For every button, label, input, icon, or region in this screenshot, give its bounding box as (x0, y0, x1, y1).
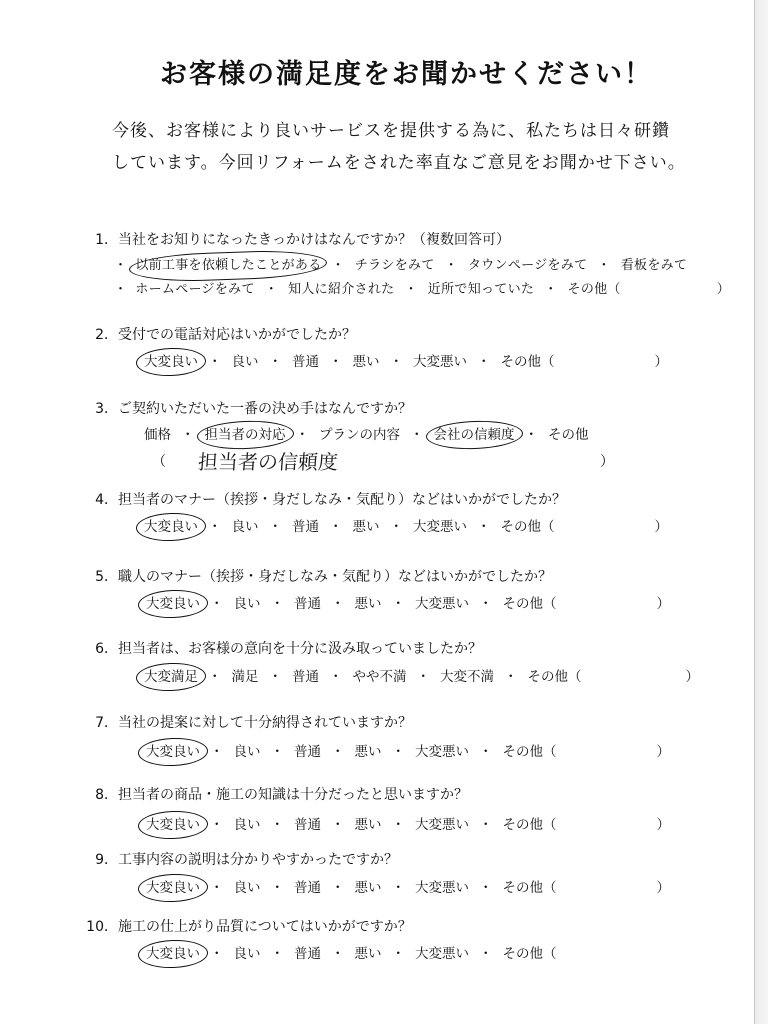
question-4-options (144, 517, 668, 537)
answer-blank (555, 362, 655, 363)
question-2-options (144, 352, 668, 372)
question-1-options (114, 280, 730, 300)
separator: ・ (391, 596, 405, 612)
question-6-option: その他（ (527, 669, 582, 685)
question-3-option: その他 (548, 427, 589, 443)
separator: ・ (210, 880, 224, 896)
close-paren: ） (656, 744, 670, 760)
question-8-option: 良い (233, 817, 261, 833)
intro-line-2: しています。今回リフォームをされた率直なご意見をお聞かせ下さい。 (112, 153, 686, 173)
question-6-label (78, 639, 482, 659)
question-1-option: 近所で知っていた (427, 282, 535, 297)
question-4-option-selected: 大変良い (144, 519, 198, 535)
question-text: 担当者の商品・施工の知識は十分だったと思いますか？ (118, 787, 468, 803)
question-4-option: 普通 (292, 519, 319, 535)
answer-blank (555, 527, 655, 528)
separator: ・ (331, 258, 345, 273)
question-5-options (146, 594, 670, 614)
question-text: 受付での電話対応はいかがでしたか？ (118, 327, 356, 343)
question-4-option: その他（ (500, 519, 555, 535)
question-10-option: 大変悪い (415, 946, 469, 962)
separator: ・ (329, 669, 343, 685)
separator: ・ (268, 669, 282, 685)
separator: ・ (264, 282, 279, 297)
separator: ・ (391, 946, 405, 962)
separator: ・ (208, 354, 222, 370)
question-text: 当社の提案に対して十分納得されていますか？ (118, 715, 412, 731)
question-8-option: 普通 (294, 817, 321, 833)
question-7-option: その他（ (502, 744, 557, 760)
separator: ・ (270, 596, 284, 612)
question-number: 7． (95, 715, 118, 731)
bullet: ・ (114, 258, 128, 273)
question-2-label (78, 325, 356, 345)
close-paren: ） (716, 282, 731, 297)
separator: ・ (391, 817, 405, 833)
question-1-option: ホームページをみて (135, 282, 255, 297)
question-6-option: やや不満 (352, 669, 407, 685)
answer-blank (557, 752, 657, 753)
handwritten-answer: 担当者の信頼度 (197, 450, 339, 474)
question-8-option: その他（ (502, 817, 557, 833)
question-2-option: 良い (231, 354, 259, 370)
question-text: 当社をお知りになったきっかけはなんですか？（複数回答可） (118, 232, 510, 248)
question-number: 4． (95, 492, 118, 508)
question-3-option: プランの内容 (319, 427, 400, 443)
question-text: 施工の仕上がり品質についてはいかがですか？ (118, 919, 412, 935)
question-4-option: 大変悪い (413, 519, 467, 535)
question-1-option: タウンページをみて (467, 258, 588, 273)
separator: ・ (270, 817, 284, 833)
question-10-options (146, 944, 557, 964)
separator: ・ (208, 669, 222, 685)
separator: ・ (416, 669, 430, 685)
separator: ・ (404, 282, 418, 297)
question-1-options (114, 256, 687, 276)
question-2-option: その他（ (500, 354, 555, 370)
close-paren: ） (656, 596, 670, 612)
separator: ・ (389, 354, 403, 370)
question-7-label (78, 713, 412, 733)
separator: ・ (210, 744, 224, 760)
question-4-option: 良い (231, 519, 259, 535)
question-10-option: 良い (233, 946, 261, 962)
question-1-label (78, 230, 510, 250)
separator: ・ (208, 519, 222, 535)
separator: ・ (391, 880, 405, 896)
separator: ・ (210, 946, 224, 962)
separator: ・ (181, 427, 195, 443)
question-number: 5． (95, 569, 118, 585)
separator: ・ (268, 519, 282, 535)
question-6-options (144, 667, 699, 687)
question-5-option: 普通 (294, 596, 321, 612)
question-10-option: 普通 (294, 946, 321, 962)
close-paren: ） (654, 519, 668, 535)
question-5-option: 悪い (354, 596, 382, 612)
question-number: 6． (95, 641, 118, 657)
question-8-options (146, 815, 670, 835)
question-8-label (78, 785, 468, 805)
question-4-option: 悪い (352, 519, 380, 535)
answer-blank (557, 604, 657, 605)
separator: ・ (444, 258, 458, 273)
separator: ・ (331, 817, 345, 833)
question-3-options (144, 425, 589, 445)
question-10-option: 悪い (354, 946, 382, 962)
question-7-options (146, 742, 670, 762)
answer-blank (621, 290, 717, 291)
question-1-option: 看板をみて (620, 258, 688, 273)
separator: ・ (524, 427, 538, 443)
question-10-label (78, 917, 412, 937)
question-5-label (78, 567, 552, 587)
question-9-option-selected: 大変良い (146, 880, 200, 896)
bullet: ・ (114, 282, 128, 297)
question-8-option-selected: 大変良い (146, 817, 200, 833)
separator: ・ (479, 744, 493, 760)
separator: ・ (270, 744, 284, 760)
question-6-option: 大変不満 (440, 669, 494, 685)
question-5-option: 良い (233, 596, 261, 612)
separator: ・ (295, 427, 309, 443)
question-3-option-selected: 会社の信頼度 (433, 427, 515, 443)
separator: ・ (331, 946, 345, 962)
separator: ・ (331, 744, 345, 760)
question-4-label (78, 490, 566, 510)
separator: ・ (329, 354, 343, 370)
answer-open-paren: （ (152, 454, 166, 470)
question-3-label (78, 399, 412, 419)
question-text: 工事内容の説明は分かりやすかったですか？ (118, 852, 398, 868)
separator: ・ (477, 519, 491, 535)
separator: ・ (479, 880, 493, 896)
separator: ・ (270, 946, 284, 962)
question-text: 職人のマナー（挨拶・身だしなみ・気配り）などはいかがでしたか？ (118, 569, 552, 585)
answer-blank (557, 888, 657, 889)
question-number: 1． (95, 232, 118, 248)
separator: ・ (270, 880, 284, 896)
separator: ・ (268, 354, 282, 370)
question-3-option-selected: 担当者の対応 (204, 427, 286, 443)
close-paren: ） (656, 880, 670, 896)
question-7-option: 悪い (354, 744, 382, 760)
separator: ・ (329, 519, 343, 535)
question-9-label (78, 850, 398, 870)
question-9-option: 大変悪い (415, 880, 469, 896)
question-7-option: 普通 (294, 744, 321, 760)
question-7-option: 大変悪い (415, 744, 469, 760)
question-5-option: 大変悪い (415, 596, 469, 612)
question-number: 8． (95, 787, 118, 803)
question-2-option: 普通 (292, 354, 319, 370)
question-9-option: 普通 (294, 880, 321, 896)
question-5-option-selected: 大変良い (146, 596, 200, 612)
answer-blank (582, 677, 686, 678)
question-text: 担当者は、お客様の意向を十分に汲み取っていましたか？ (118, 641, 482, 657)
question-7-option: 良い (233, 744, 261, 760)
question-6-option: 満足 (231, 669, 259, 685)
question-10-option-selected: 大変良い (146, 946, 200, 962)
question-5-option: その他（ (502, 596, 557, 612)
separator: ・ (331, 880, 345, 896)
question-number: 9． (95, 852, 118, 868)
answer-close-paren: ） (600, 454, 614, 470)
question-9-options (146, 878, 670, 898)
question-1-option: チラシをみて (354, 258, 435, 273)
separator: ・ (544, 282, 558, 297)
question-6-option-selected: 大変満足 (144, 669, 198, 685)
close-paren: ） (656, 817, 670, 833)
close-paren: ） (654, 354, 668, 370)
question-10-option: その他（ (502, 946, 557, 962)
question-2-option-selected: 大変良い (144, 354, 198, 370)
question-9-option: 悪い (354, 880, 382, 896)
separator: ・ (389, 519, 403, 535)
question-6-option: 普通 (292, 669, 319, 685)
question-3-option: 価格 (144, 427, 171, 443)
scan-edge (754, 0, 768, 1024)
answer-blank (557, 825, 657, 826)
separator: ・ (410, 427, 424, 443)
intro-line-1: 今後、お客様により良いサービスを提供する為に、私たちは日々研鑽 (112, 121, 670, 141)
question-8-option: 悪い (354, 817, 382, 833)
question-9-option: その他（ (502, 880, 557, 896)
question-1-option: その他（ (567, 282, 621, 297)
separator: ・ (479, 946, 493, 962)
separator: ・ (597, 258, 611, 273)
question-number: 10． (86, 919, 118, 935)
separator: ・ (477, 354, 491, 370)
separator: ・ (391, 744, 405, 760)
question-2-option: 大変悪い (413, 354, 467, 370)
page-title: お客様の満足度をお聞かせください！ (160, 59, 653, 90)
close-paren: ） (685, 669, 699, 685)
separator: ・ (504, 669, 518, 685)
question-1-option-selected: 以前工事を依頼したことがある (135, 256, 321, 276)
question-text: ご契約いただいた一番の決め手はなんですか？ (118, 401, 412, 417)
separator: ・ (331, 596, 345, 612)
question-text: 担当者のマナー（挨拶・身だしなみ・気配り）などはいかがでしたか？ (118, 492, 566, 508)
question-1-option: 知人に紹介された (288, 282, 395, 297)
separator: ・ (479, 596, 493, 612)
question-9-option: 良い (233, 880, 261, 896)
separator: ・ (210, 596, 224, 612)
separator: ・ (210, 817, 224, 833)
separator: ・ (479, 817, 493, 833)
question-8-option: 大変悪い (415, 817, 469, 833)
question-number: 3． (95, 401, 118, 417)
question-2-option: 悪い (352, 354, 380, 370)
question-number: 2． (95, 327, 118, 343)
question-7-option-selected: 大変良い (146, 744, 200, 760)
